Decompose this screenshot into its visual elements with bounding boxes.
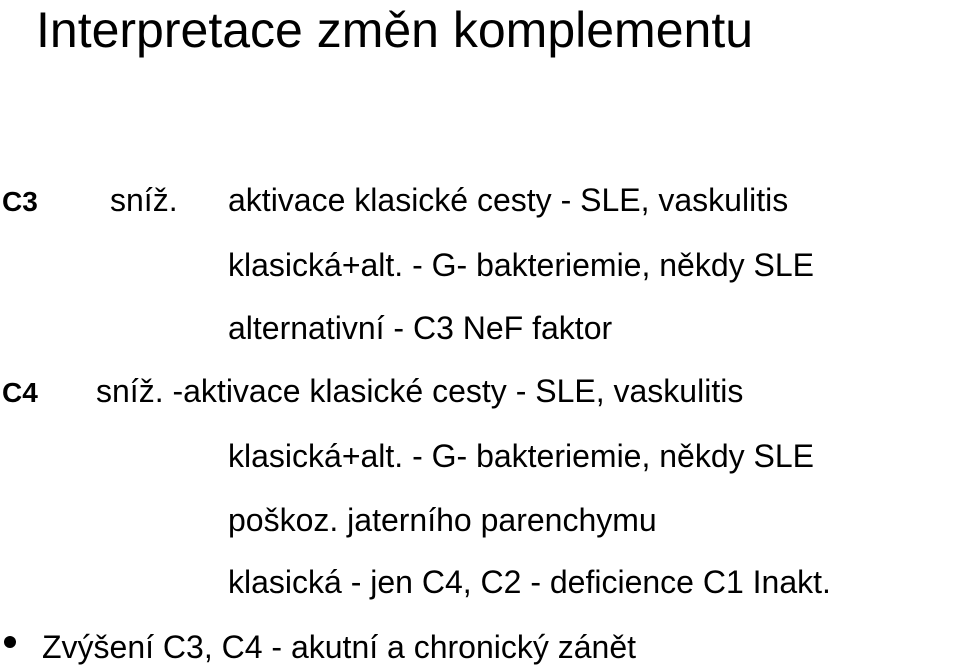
c3-line2: klasická+alt. - G- bakteriemie, někdy SLE <box>228 247 815 283</box>
c4-label: C4 <box>2 377 38 408</box>
c4-line4: klasická - jen C4, C2 - deficience C1 Inakt. <box>228 564 831 600</box>
c4-line1: sníž. -aktivace klasické cesty - SLE, vaskulitis <box>96 373 744 409</box>
c3-line1-text: aktivace klasické cesty - SLE, vaskulitis <box>228 182 789 218</box>
c3-label: C3 <box>2 186 38 217</box>
c4-line3: poškoz. jaterního parenchymu <box>228 502 657 538</box>
slide-title: Interpretace změn komplementu <box>36 2 754 58</box>
bullet-text: Zvýšení C3, C4 - akutní a chronický zánět <box>42 629 637 665</box>
bullet-dot <box>4 636 16 648</box>
c4-line2: klasická+alt. - G- bakteriemie, někdy SLE <box>228 438 815 474</box>
c3-line1-prefix: sníž. <box>110 182 178 218</box>
c3-line3: alternativní - C3 NeF faktor <box>228 310 613 346</box>
